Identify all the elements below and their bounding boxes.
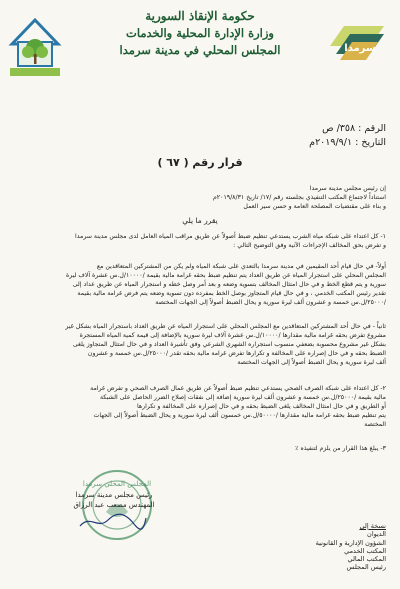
- article-line: ١- كل اعتداء على شبكة مياه الشرب يستدعي تنظيم ضبط أصولاً عن طريق مراقب المياه العامل لدى مجلس مدينة سرمدا: [75, 233, 386, 240]
- article-2: [14, 384, 386, 429]
- sarmada-logo-icon: [326, 18, 388, 62]
- article-line: أو الطريق و في حال امتثال المخالف يلغى الضبط بحقه و في حال إصراره على المخالفة و تكرارها: [136, 403, 386, 410]
- decision-title: قرار رقم ( ٦٧ ): [157, 156, 243, 169]
- article-line: سورية و يتم قطع الخط و في حال امتثال المخالف بتسوية وضعه و بعد أمر وصل خطه و استجرار المياه عن طريق عداد إلى: [72, 281, 386, 288]
- stamp-text: المجلس المحلي سرمدا: [82, 480, 152, 488]
- copy-recipient: المكتب المالي: [347, 555, 386, 564]
- signer-title: رئيس مجلس مدينة سرمدا: [75, 491, 153, 499]
- article-line: و تفرض بحق المخالف الإجراءات الآتية وفق التوضيح التالي :: [233, 242, 386, 249]
- copies-list: [316, 522, 386, 572]
- article-line: المجلس المحلي على استجرار المياه عن طريق العداد يتم تنظيم ضبط بحقه غرامة مالية بقيمة /١٠٠٠٠/ل.س عشرة آلاف ليرة: [66, 272, 386, 279]
- article-line: ألف ليرة سورية و يحال الضبط أصولاً إلى الجهات المختصة: [237, 359, 386, 366]
- article-line: أولاً- في حال قيام أحد المقيمين في مدينة سرمدا بالتعدي على شبكة المياه ولم يكن من المشتركين المتعاقدين مع: [96, 263, 386, 270]
- reference-date: التاريخ : ٢٠١٩/٩/١م: [309, 137, 386, 148]
- intro-block: [14, 184, 386, 211]
- reference-number: الرقم : ٣٥٨/ ص: [322, 123, 386, 134]
- ministry-logo-icon: [4, 10, 66, 78]
- article-line: بشكل غير مشروع محسوبة بضعفي منسوب استجراره الشهري الشرعي وفق تأشيرة العداد و في حال امتثال المتجاوز يلغى: [72, 341, 386, 348]
- letterhead: [100, 8, 300, 59]
- intro-line: استناداً لاجتماع المكتب التنفيذي بجلسته رقم /١٧/ تاريخ ٢٠١٩/٨/٣١م: [212, 194, 386, 201]
- intro-line: و بناء على مقتضيات المصلحة العامة و حسن سير العمل: [243, 203, 386, 210]
- article-line: الضبط بحقه و في حال إصراره على المخالفة و تكرارها تفرض غرامة مالية بحقه تقدر /٢٥٠٠٠/ل.س خمسة و عشرون: [87, 350, 386, 357]
- ministry-name: وزارة الإدارة المحلية والخدمات: [126, 26, 274, 40]
- article-line: مالية بقيمة /٢٥٠٠٠/ل.س خمسة و عشرون ألف ليرة سورية إضافة إلى نفقات إصلاح الضرر الحاصل على الشبكة: [99, 394, 386, 401]
- copy-recipient: الديوان: [367, 530, 386, 539]
- signature-block: [64, 490, 164, 510]
- article-line: المختصة: [364, 421, 386, 428]
- intro-line: إن رئيس مجلس مدينة سرمدا: [309, 185, 386, 192]
- article-1-item-b: [14, 322, 386, 367]
- council-name: المجلس المحلي في مدينة سرمدا: [119, 43, 281, 57]
- decides-heading: يقرر ما يلي: [182, 216, 218, 225]
- article-3: ٣- يبلغ هذا القرار من يلزم لتنفيذه ٪: [295, 445, 386, 452]
- article-line: ٢- كل اعتداء على شبكة الصرف الصحي يستدعي تنظيم ضبط أصولاً عن طريق عمال الصرف الصحي و تفرض غرامة: [90, 385, 386, 392]
- signer-name: المهندس مصعب عبد الرزاق: [73, 501, 155, 509]
- handwritten-signature-icon: [78, 512, 148, 532]
- article-1: [14, 232, 386, 250]
- copy-recipient: المكتب الخدمي: [344, 546, 386, 555]
- article-1-item-a: [14, 262, 386, 307]
- article-line: مشروع تفرض بحقه غرامة مالية مقدارها /١٠٠٠٠/ل.س عشرة آلاف ليرة سورية بالإضافة إلى قيمة كمية المياه المستجرة: [79, 332, 386, 339]
- article-line: يتم تنظيم ضبط بحقه غرامة مالية مقدارها /٥٠٠٠٠/ل.س خمسون ألف ليرة سورية و يحال الضبط أصولاً إلى الجهات: [93, 412, 386, 419]
- copy-recipient: الشؤون الإدارية و القانونية: [315, 538, 386, 547]
- article-line: ثانياً - في حال أحد المشتركين المتعاقدين مع المجلس المحلي على استجرار المياه عن طريق العداد باستجرار المياه بشكل غير: [65, 323, 386, 330]
- reference-block: [309, 122, 386, 150]
- copies-title: نسخة إلى: [359, 522, 386, 530]
- svg-text:سرمدا: سرمدا: [344, 43, 376, 54]
- article-line: تقدير رئيس المكتب الخدمي ، و في حال قيام المتجاوز بوصل الخط بمفرده دون تسوية وضعه يتم فرض غرامة مالية بقيمة: [77, 290, 386, 297]
- copy-recipient: رئيس المجلس: [346, 563, 386, 572]
- article-line: /٢٥٠٠٠/ل.س خمسة و عشرون ألف ليرة سورية و يحال الضبط أصولاً إلى الجهات المختصة: [155, 299, 386, 306]
- government-name: حكومة الإنقاذ السورية: [145, 9, 255, 23]
